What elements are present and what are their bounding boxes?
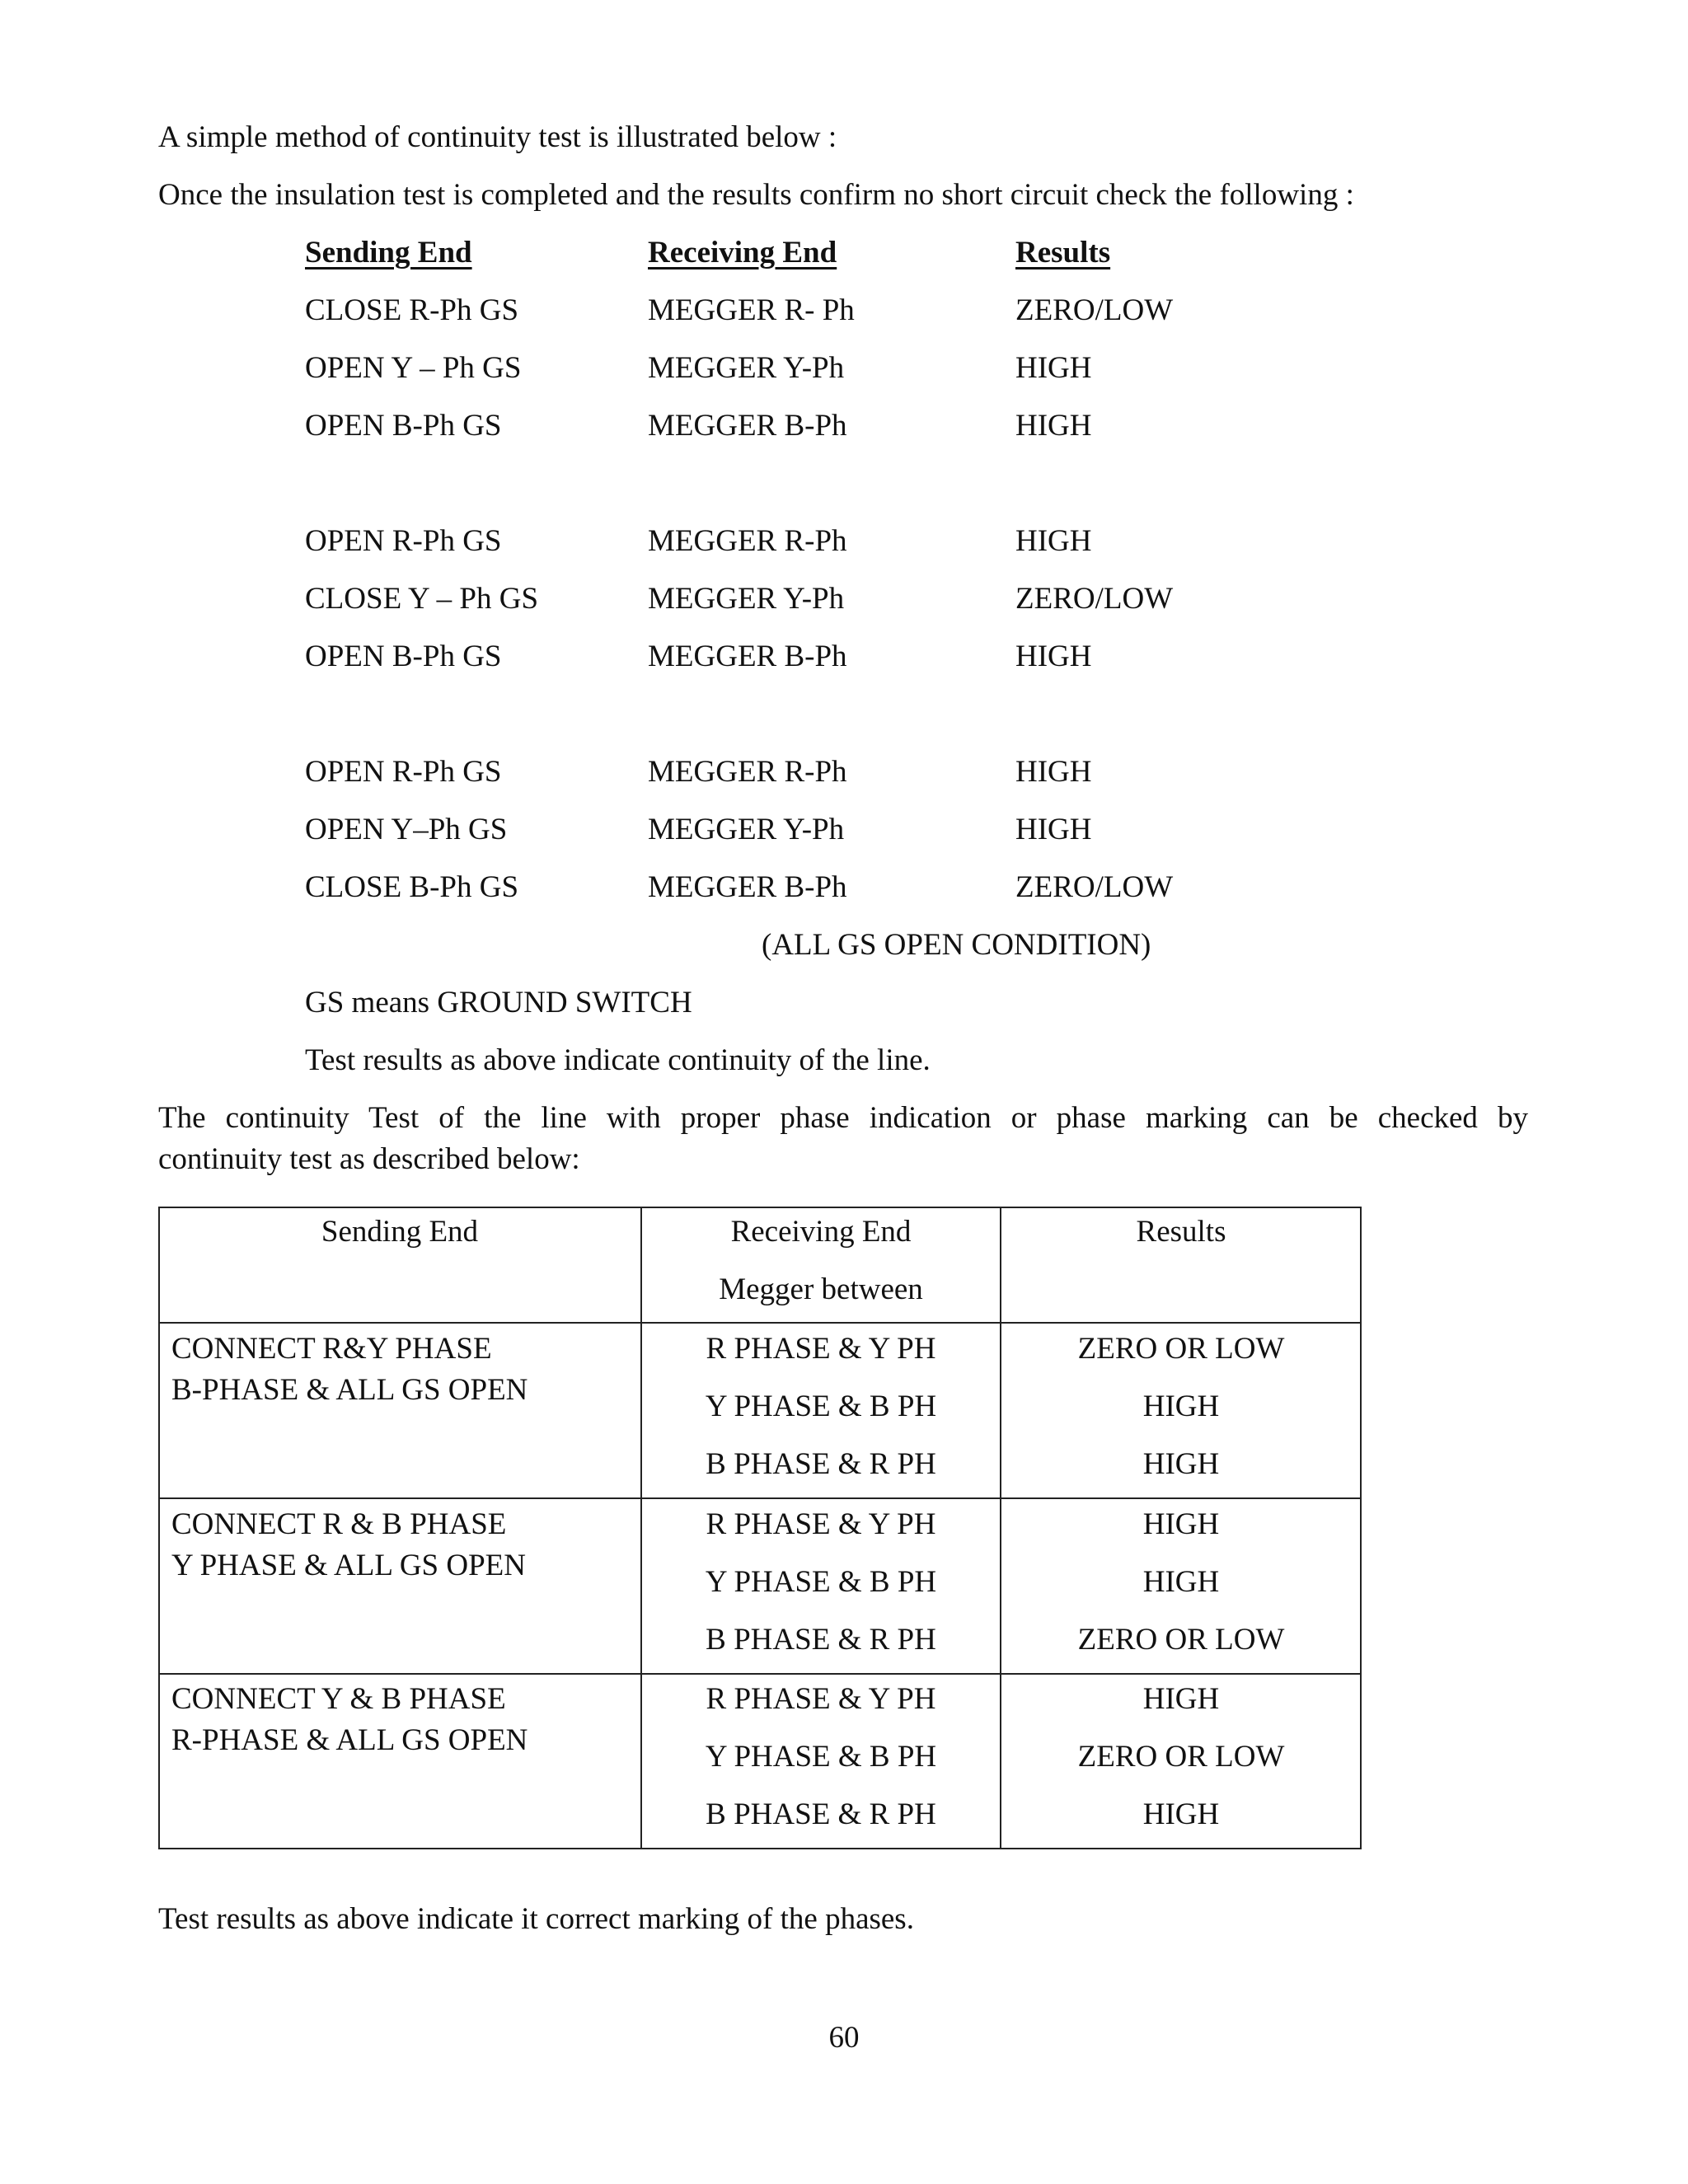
table-border xyxy=(158,1673,1362,1675)
list-item-sending: OPEN Y–Ph GS xyxy=(305,813,508,846)
table-border xyxy=(158,1207,1362,1208)
list-item-receiving: MEGGER Y-Ph xyxy=(648,351,845,385)
table-cell-result: HIGH xyxy=(1142,1682,1220,1716)
table-cell-result: HIGH xyxy=(1142,1797,1220,1831)
table-header-results: Results xyxy=(1136,1215,1226,1249)
list-item-sending: CLOSE Y – Ph GS xyxy=(305,582,539,616)
table-cell-pair: R PHASE & Y PH xyxy=(706,1507,936,1541)
list-item-receiving: MEGGER B-Ph xyxy=(648,409,847,443)
table-cell-result: HIGH xyxy=(1142,1390,1220,1423)
condition-note: (ALL GS OPEN CONDITION) xyxy=(762,928,1151,962)
list-item-sending: OPEN B-Ph GS xyxy=(305,640,502,673)
table-cell-pair: B PHASE & R PH xyxy=(706,1447,936,1481)
continuity-note: Test results as above indicate continuity of the line. xyxy=(305,1043,931,1077)
table-cell-result: ZERO OR LOW xyxy=(1077,1332,1285,1366)
table-cell-result: HIGH xyxy=(1142,1565,1220,1599)
list-item-sending: OPEN Y – Ph GS xyxy=(305,351,522,385)
table-border xyxy=(158,1848,1362,1849)
list-item-sending: CLOSE B-Ph GS xyxy=(305,870,519,904)
table-cell-result: ZERO OR LOW xyxy=(1077,1740,1285,1774)
table-cell-sending: R-PHASE & ALL GS OPEN xyxy=(171,1723,528,1757)
table-header-megger-between: Megger between xyxy=(719,1272,923,1306)
table-cell-pair: Y PHASE & B PH xyxy=(705,1390,937,1423)
table-cell-sending: B-PHASE & ALL GS OPEN xyxy=(171,1373,528,1407)
table-border xyxy=(158,1322,1362,1324)
list-item-receiving: MEGGER B-Ph xyxy=(648,870,847,904)
table-cell-pair: R PHASE & Y PH xyxy=(706,1682,936,1716)
table-cell-sending: CONNECT R&Y PHASE xyxy=(171,1332,492,1366)
table-border xyxy=(158,1497,1362,1499)
table-cell-sending: CONNECT Y & B PHASE xyxy=(171,1682,506,1716)
list-header-receiving: Receiving End xyxy=(648,236,837,269)
table-cell-pair: Y PHASE & B PH xyxy=(705,1565,937,1599)
list-item-sending: OPEN B-Ph GS xyxy=(305,409,502,443)
list-item-receiving: MEGGER R- Ph xyxy=(648,293,855,327)
list-item-result: HIGH xyxy=(1015,640,1092,673)
intro-line: A simple method of continuity test is illustrated below : xyxy=(158,120,837,154)
table-cell-pair: R PHASE & Y PH xyxy=(706,1332,936,1366)
table-border xyxy=(158,1207,160,1849)
list-item-result: ZERO/LOW xyxy=(1015,293,1174,327)
list-header-sending: Sending End xyxy=(305,236,472,269)
table-cell-pair: Y PHASE & B PH xyxy=(705,1740,937,1774)
table-cell-sending: Y PHASE & ALL GS OPEN xyxy=(171,1549,526,1582)
list-item-sending: CLOSE R-Ph GS xyxy=(305,293,519,327)
list-header-results: Results xyxy=(1015,236,1111,269)
phase-paragraph-line1: The continuity Test of the line with proper phase indication or phase marking can be checked by xyxy=(158,1101,1528,1135)
list-item-result: ZERO/LOW xyxy=(1015,870,1174,904)
list-item-result: HIGH xyxy=(1015,524,1092,558)
gs-definition: GS means GROUND SWITCH xyxy=(305,986,692,1019)
table-header-sending: Sending End xyxy=(321,1215,479,1249)
list-item-sending: OPEN R-Ph GS xyxy=(305,755,502,789)
table-header-receiving: Receiving End xyxy=(730,1215,912,1249)
list-item-receiving: MEGGER Y-Ph xyxy=(648,582,845,616)
table-cell-result: HIGH xyxy=(1142,1447,1220,1481)
list-item-result: HIGH xyxy=(1015,351,1092,385)
phase-paragraph-line2: continuity test as described below: xyxy=(158,1142,580,1176)
page-number: 60 xyxy=(828,2021,860,2055)
list-item-result: ZERO/LOW xyxy=(1015,582,1174,616)
list-item-receiving: MEGGER B-Ph xyxy=(648,640,847,673)
list-item-receiving: MEGGER Y-Ph xyxy=(648,813,845,846)
table-cell-pair: B PHASE & R PH xyxy=(706,1623,936,1657)
table-cell-pair: B PHASE & R PH xyxy=(706,1797,936,1831)
list-item-sending: OPEN R-Ph GS xyxy=(305,524,502,558)
list-item-result: HIGH xyxy=(1015,813,1092,846)
table-cell-result: ZERO OR LOW xyxy=(1077,1623,1285,1657)
list-item-receiving: MEGGER R-Ph xyxy=(648,524,847,558)
list-item-result: HIGH xyxy=(1015,755,1092,789)
insulation-line: Once the insulation test is completed and the results confirm no short circuit check the following : xyxy=(158,178,1354,212)
list-item-result: HIGH xyxy=(1015,409,1092,443)
table-cell-sending: CONNECT R & B PHASE xyxy=(171,1507,507,1541)
phase-marking-table xyxy=(158,1207,1362,1849)
list-item-receiving: MEGGER R-Ph xyxy=(648,755,847,789)
table-cell-result: HIGH xyxy=(1142,1507,1220,1541)
closing-line: Test results as above indicate it correct marking of the phases. xyxy=(158,1902,914,1936)
